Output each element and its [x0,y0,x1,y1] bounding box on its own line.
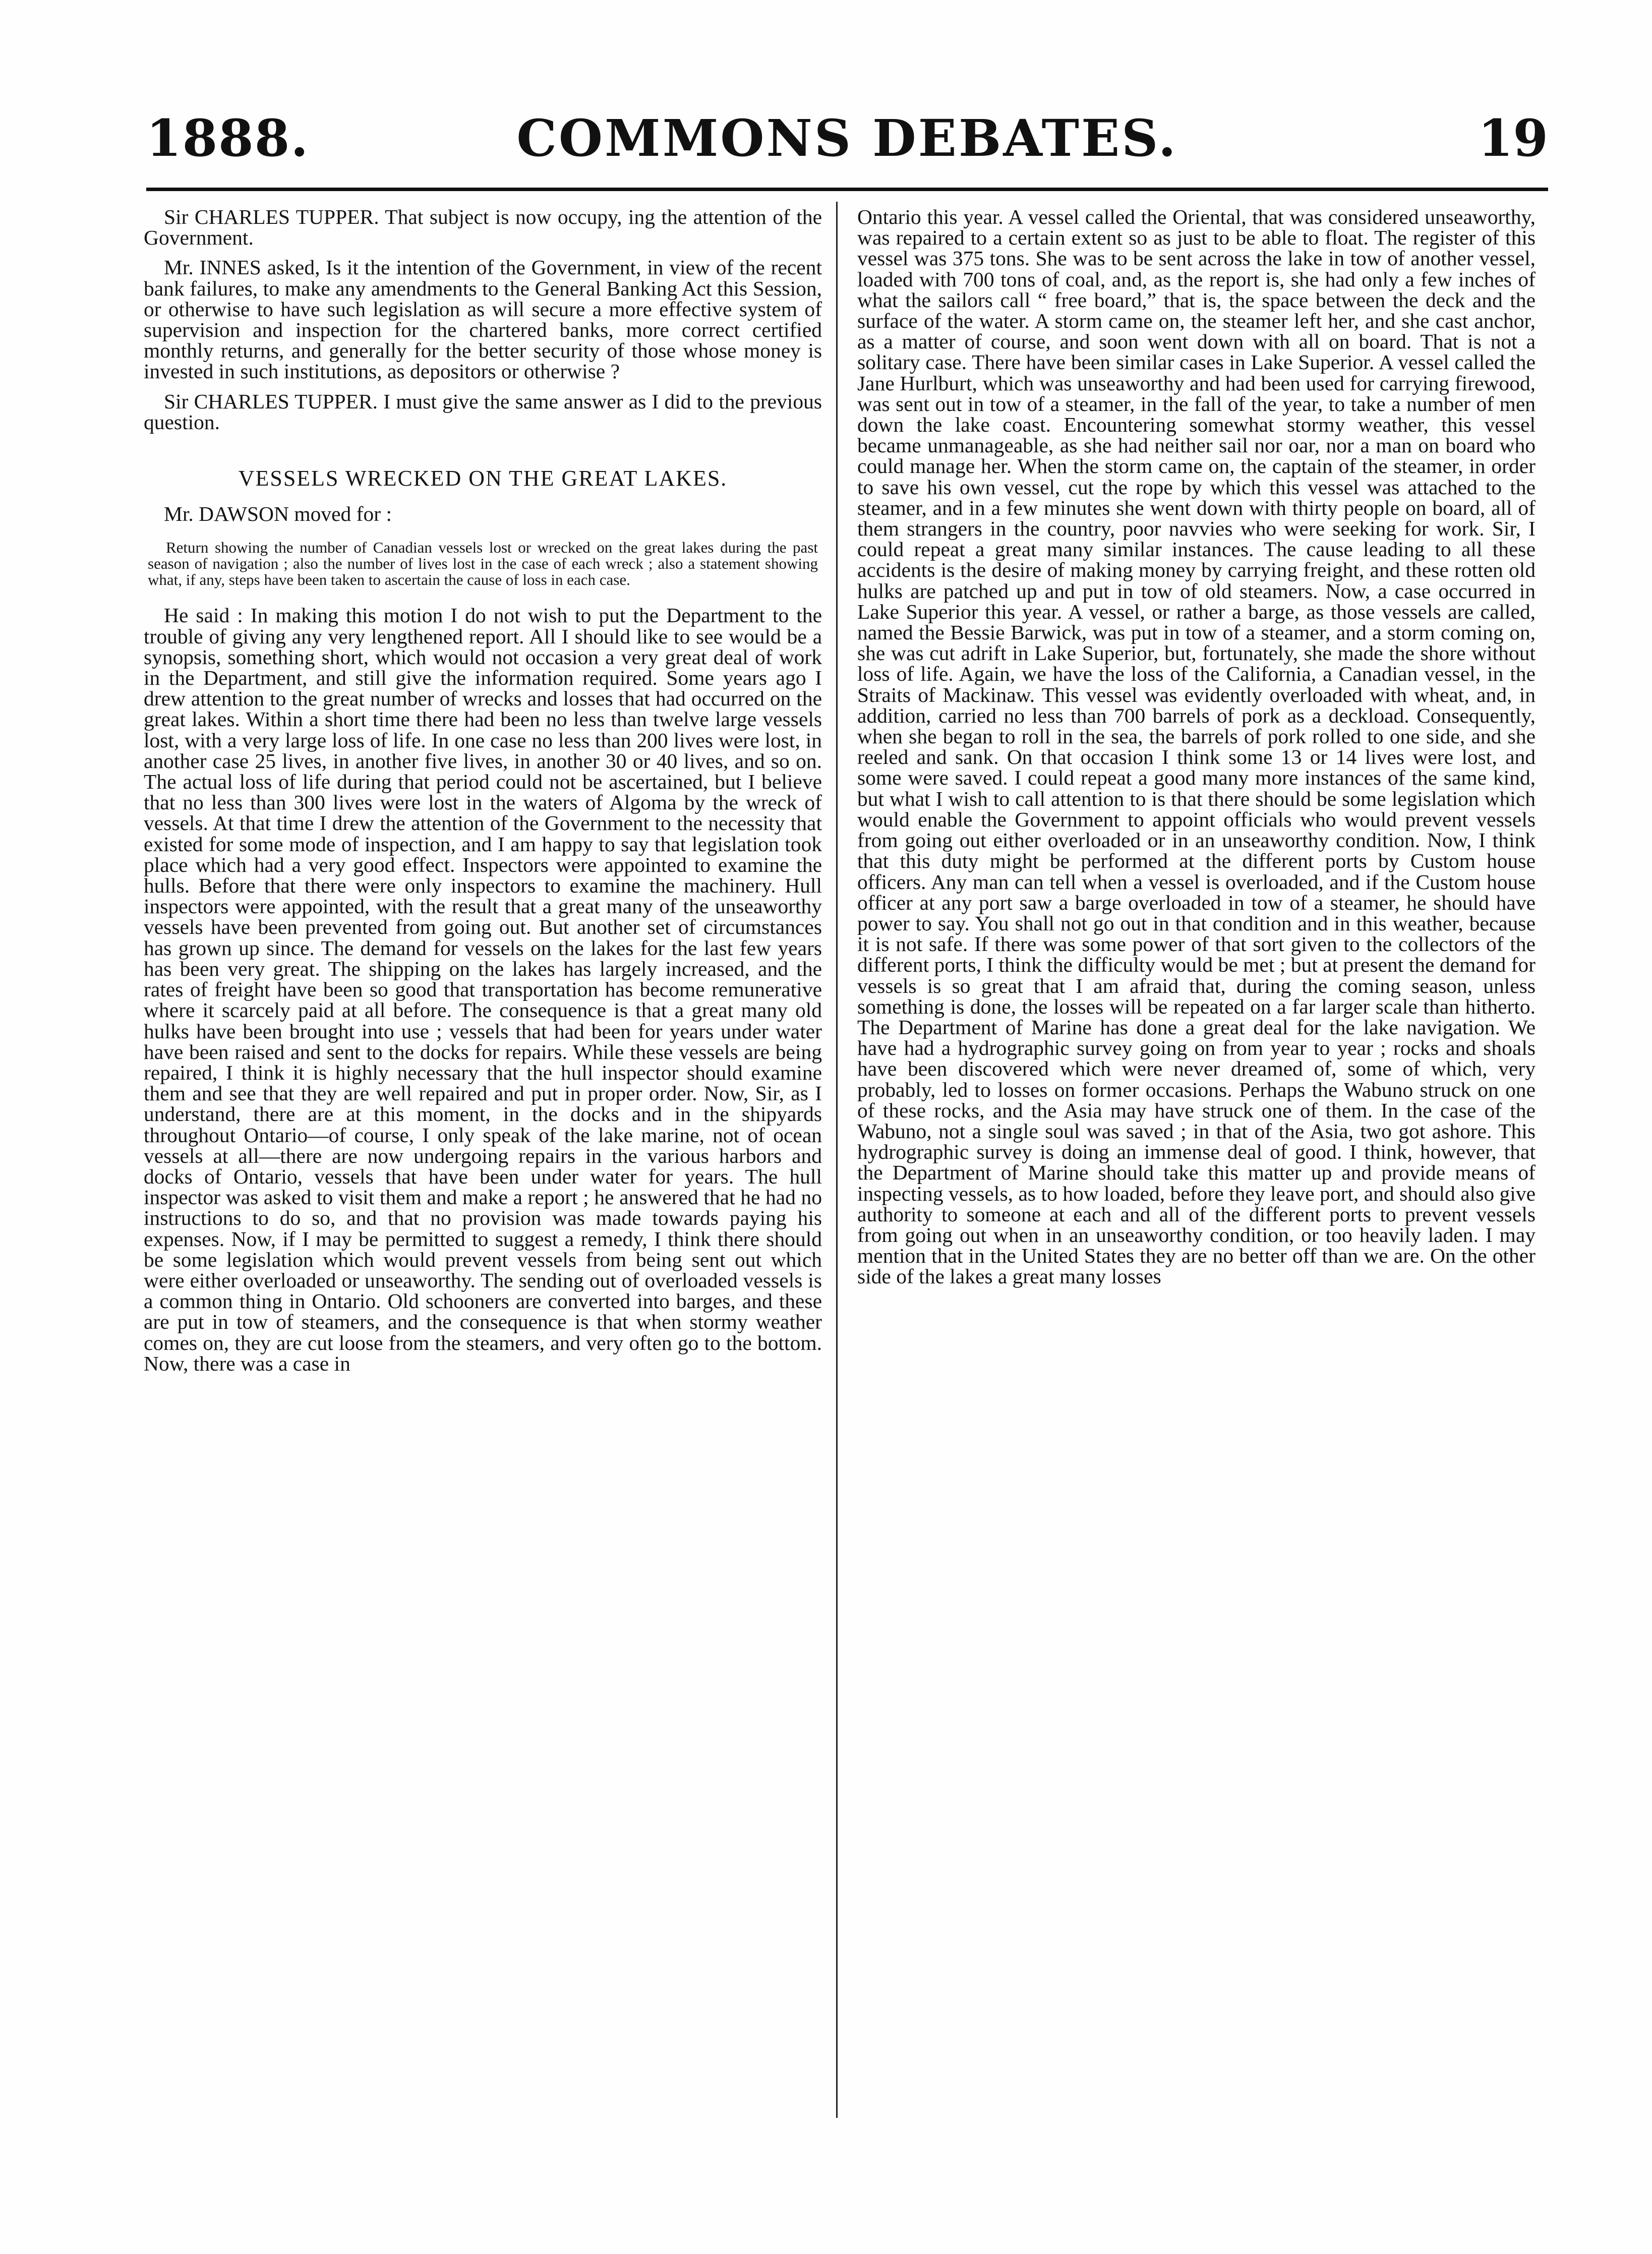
paragraph-tupper-1: Sir CHARLES TUPPER. That subject is now occupy, ing the attention of the Government. [144,207,822,250]
section-heading: VESSELS WRECKED ON THE GREAT LAKES. [238,466,728,491]
column-divider [836,202,838,2118]
paragraph-tupper-2: Sir CHARLES TUPPER. I must give the same answer as I did to the previous question. [144,389,822,434]
motion-intro: Mr. DAWSON moved for : [164,502,392,526]
header-year: 1888. [146,108,310,168]
motion-text: Return showing the number of Canadian vessels lost or wrecked on the great lakes during the past season of navigation ; also the number of lives lost in the case of each wreck ; also a statement showing what, if any, steps have been taken to ascertain the cause of loss in each case. [148,539,818,589]
paragraph-innes-question: Mr. INNES asked, Is it the intention of the Government, in view of the recent bank failures, to make any amendments to the General Banking Act this Session, or otherwise to have such legislation as will secure a more effective system of supervision and inspection for the chartered banks, more correct certified monthly returns, and generally for the better security of those whose money is invested in such institutions, as depositors or otherwise ? [144,256,822,383]
left-column [144,207,822,2123]
header-rule [146,188,1548,191]
page-header [146,108,1548,174]
page-number: 19 [1478,108,1548,168]
header-title: COMMONS DEBATES. [516,108,1178,168]
dawson-speech-continued: Ontario this year. A vessel called the Oriental, that was considered unseaworthy, was repaired to a certain extent so as just to be able to float. The register of this vessel was 375 tons. She was to be sent across the lake in tow of another vessel, loaded with 700 tons of coal, and, as the report is, she had only a few inches of what the sailors call “ free board,” that is, the space between the deck and the surface of the water. A storm came on, the steamer left her, and she cast anchor, as a matter of course, and soon went down with all on board. That is not a solitary case. There have been similar cases in Lake Superior. A vessel called the Jane Hurlburt, which was unseaworthy and had been used for carrying firewood, was sent out in tow of a steamer, in the fall of the year, to take a number of men down the lake coast. Encountering somewhat stormy weather, this vessel became unmanageable, as she had neither sail nor oar, nor a man on board who could manage her. When the storm came on, the captain of the steamer, in order to save his own vessel, cut the rope by which this vessel was attached to the steamer, and in a few minutes she went down with thirty people on board, all of them strangers in the country, poor navvies who were seeking for work. Sir, I could repeat a great many similar instances. The cause leading to all these accidents is the desire of making money by carrying freight, and these rotten old hulks are patched up and put in tow of old steamers. Now, a case occurred in Lake Superior this year. A vessel, or rather a barge, as those vessels are called, named the Bessie Barwick, was put in tow of a steamer, and a storm coming on, she was cut adrift in Lake Superior, but, fortunately, she made the shore without loss of life. Again, we have the loss of the California, a Canadian vessel, in the Straits of Mackinaw. This vessel was evidently overloaded with wheat, and, in addition, carried no less than 700 barrels of pork as a deckload. Consequently, when she began to roll in the sea, the barrels of pork rolled to one side, and she reeled and sank. On that occasion I think some 13 or 14 lives were lost, and some were saved. I could repeat a good many more instances of the same kind, but what I wish to call attention to is that there should be some legislation which would enable the Government to appoint officials who would prevent vessels from going out either overloaded or in an unseaworthy condition. Now, I think that this duty might be performed at the different ports by Custom house officers. Any man can tell when a vessel is overloaded, and if the Custom house officer at any port saw a barge overloaded in tow of a steamer, he should have power to say. You shall not go out in that condition and in this weather, because it is not safe. If there was some power of that sort given to the collectors of the different ports, I think the difficulty would be met ; but at present the demand for vessels is so great that I am afraid that, during the coming season, unless something is done, the losses will be repeated on a far larger scale than hitherto. The Department of Marine has done a great deal for the lake navigation. We have had a hydrographic survey going on from year to year ; rocks and shoals have been discovered which were never dreamed of, some of which, very probably, led to losses on former occasions. Perhaps the Wabuno struck on one of these rocks, and the Asia may have struck one of them. In the case of the Wabuno, not a single soul was saved ; in that of the Asia, two got ashore. This hydrographic survey is doing an immense deal of good. I think, however, that the Department of Marine should take this matter up and provide means of inspecting vessels, as to how loaded, before they leave port, and should also give authority to someone at each and all of the different ports to prevent vessels from going out when in an unseaworthy condition, or too heavily laden. I may mention that in the United States they are no better off than we are. On the other side of the lakes a great many losses [857,207,1536,1288]
dawson-speech: He said : In making this motion I do not wish to put the Department to the trouble of giving any very lengthened report. All I should like to see would be a synopsis, something short, which would not occasion a very great deal of work in the Department, and still give the information required. Some years ago I drew attention to the great number of wrecks and losses that had occurred on the great lakes. Within a short time there had been no less than twelve large vessels lost, with a very large loss of life. In one case no less than 200 lives were lost, in another case 25 lives, in another five lives, in another 30 or 40 lives, and so on. The actual loss of life during that period could not be ascertained, but I believe that no less than 300 lives were lost in the waters of Algoma by the wreck of vessels. At that time I drew the attention of the Government to the necessity that existed for some mode of inspection, and I am happy to say that legislation took place which had a very good effect. Inspectors were appointed to examine the hulls. Before that there were only inspectors to examine the machinery. Hull inspectors were appointed, with the result that a great many of the unseaworthy vessels have been prevented from going out. But another set of circumstances has grown up since. The demand for vessels on the lakes for the last few years has been very great. The shipping on the lakes has largely increased, and the rates of freight have been so good that transportation has become remunerative where it scarcely paid at all before. The consequence is that a great many old hulks have been brought into use ; vessels that had been for years under water have been raised and sent to the docks for repairs. While these vessels are being repaired, I think it is highly necessary that the hull inspector should examine them and see that they are well repaired and put in proper order. Now, Sir, as I understand, there are at this moment, in the docks and in the shipyards throughout Ontario—of course, I only speak of the lake marine, not of ocean vessels at all—there are now undergoing repairs in the various harbors and docks of Ontario, vessels that have been under water for years. The hull inspector was asked to visit them and make a report ; he answered that he had no instructions to do so, and that no provision was made towards paying his expenses. Now, if I may be permitted to suggest a remedy, I think there should be some legislation which would prevent vessels from being sent out which were either overloaded or unseaworthy. The sending out of overloaded vessels is a common thing in Ontario. Old schooners are converted into barges, and these are put in tow of steamers, and the consequence is that when stormy weather comes on, they are cut loose from the steamers, and very often go to the bottom. Now, there was a case in [144,604,822,1375]
motion-text-block [148,540,818,588]
right-column [857,207,1536,2123]
